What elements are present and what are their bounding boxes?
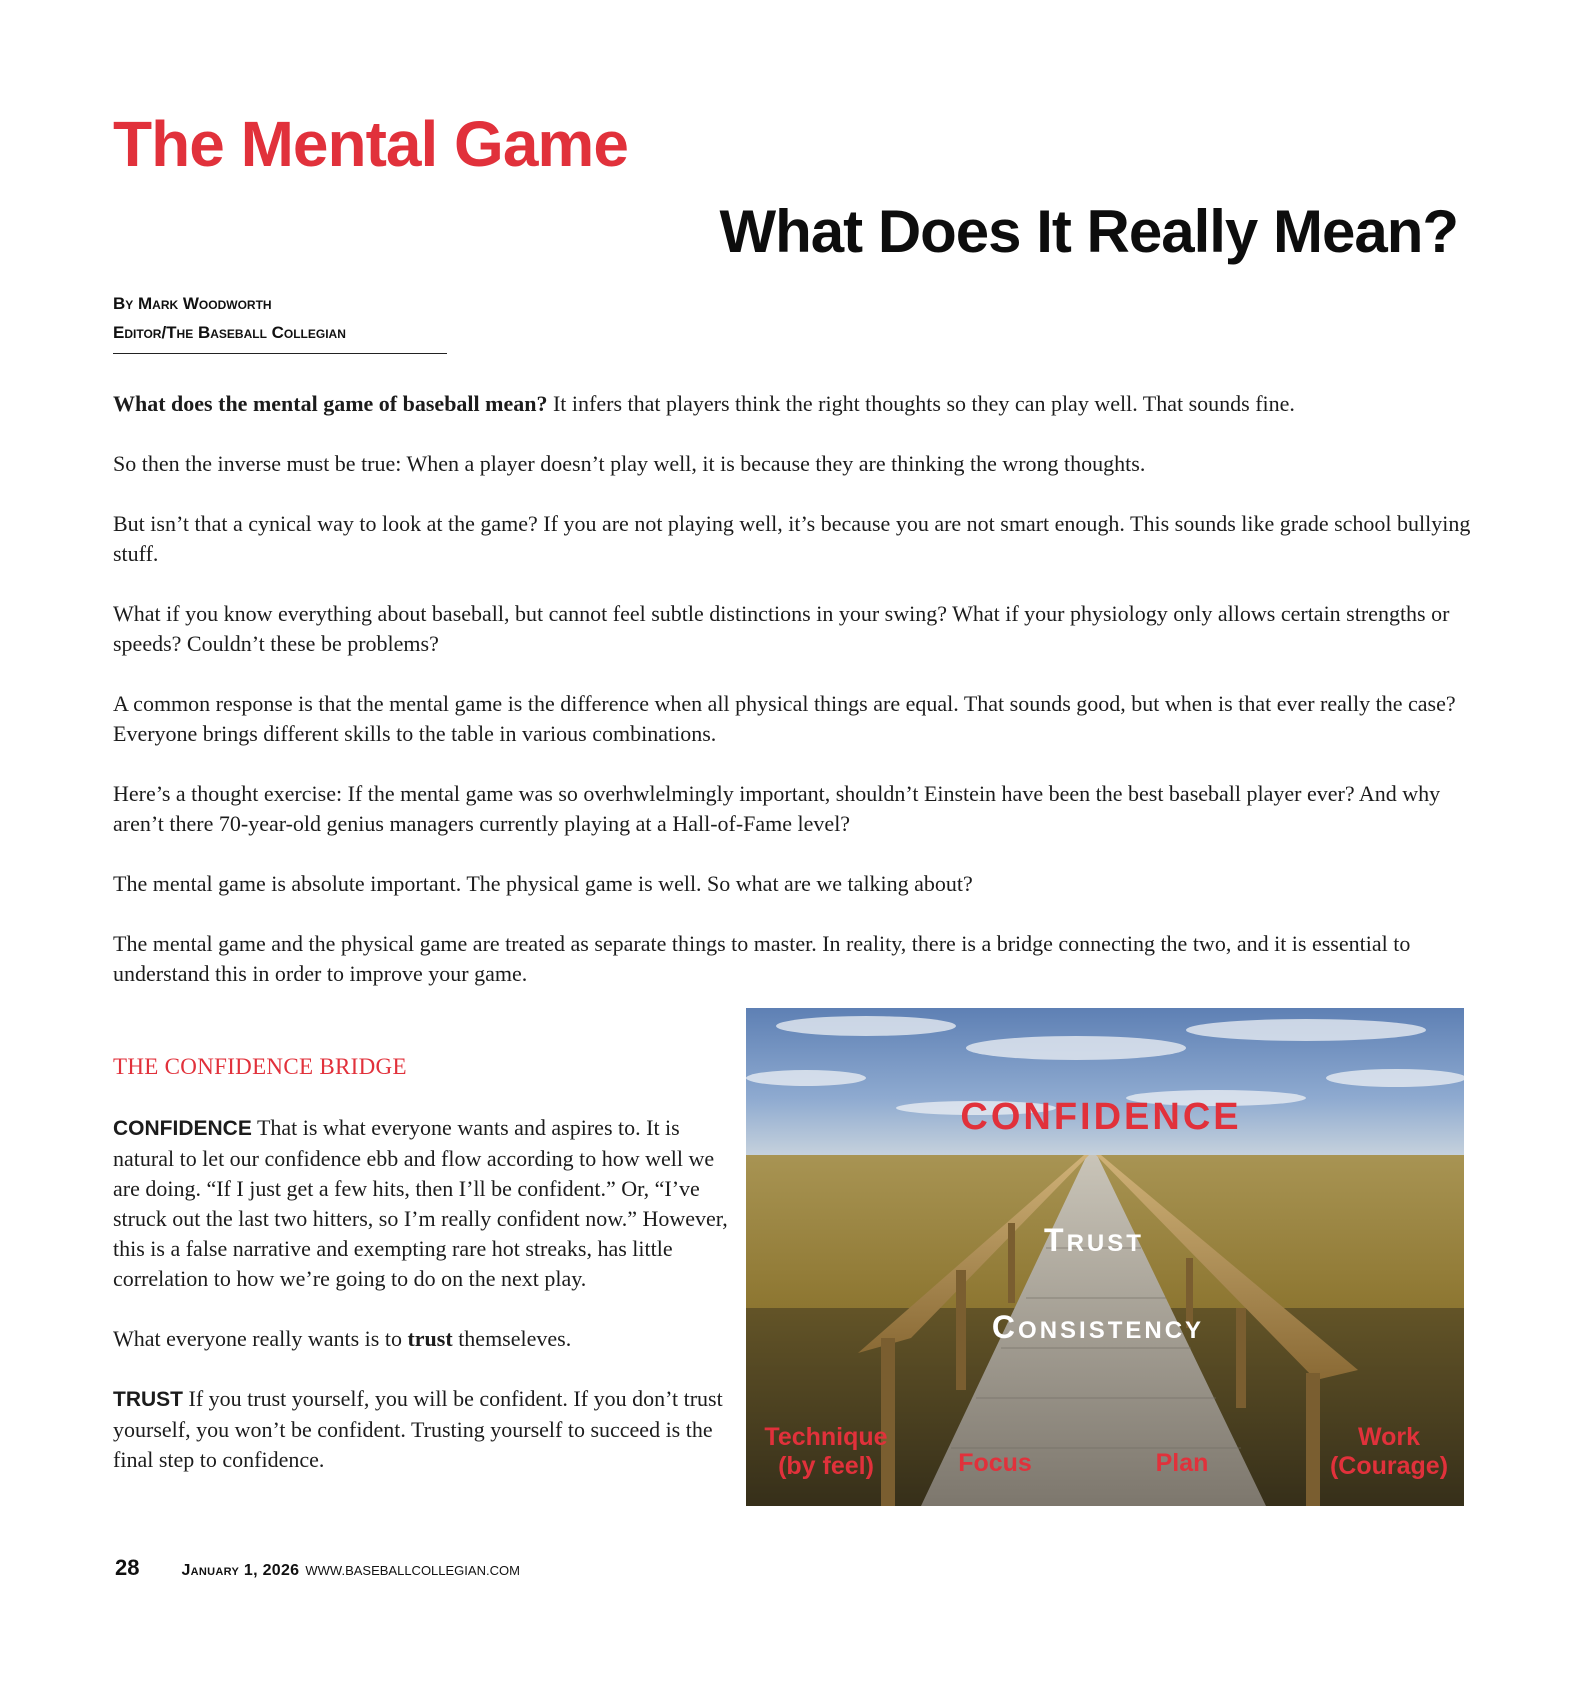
- bridge-illustration: [746, 1008, 1464, 1506]
- label-consistency-rest: ONSISTENCY: [1018, 1317, 1205, 1344]
- article-subtitle: What Does It Really Mean?: [719, 198, 1458, 265]
- body-paragraph: The mental game is absolute important. The physical game is well. So what are we talking about?: [113, 871, 973, 896]
- byline-role: Editor/The Baseball Collegian: [113, 323, 346, 342]
- article-title: The Mental Game: [113, 108, 628, 180]
- section-body: [113, 1113, 738, 1505]
- body-paragraph: What if you know everything about baseball, but cannot feel subtle distinctions in your swing? What if your physiology only allows certain strengths or speeds? Couldn’t these be problems?: [113, 601, 1450, 656]
- label-trust-rest: RUST: [1066, 1230, 1144, 1257]
- wants-emphasis: trust: [407, 1326, 453, 1351]
- lead-question: What does the mental game of baseball mean?: [113, 391, 548, 416]
- wants-text-post: themseleves.: [452, 1326, 572, 1351]
- page-number: 28: [115, 1555, 140, 1580]
- body-paragraph: The mental game and the physical game are treated as separate things to master. In reality, there is a bridge connecting the two, and it is essential to understand this in order to improve your game.: [113, 931, 1411, 986]
- body-paragraph: So then the inverse must be true: When a player doesn’t play well, it is because they are thinking the wrong thoughts.: [113, 451, 1146, 476]
- confidence-keyword: CONFIDENCE: [113, 1117, 252, 1140]
- pillar-focus: Focus: [958, 1449, 1032, 1477]
- trust-keyword: TRUST: [113, 1388, 183, 1411]
- lead-text: It infers that players think the right thoughts so they can play well. That sounds fine.: [547, 391, 1295, 416]
- article-body: [113, 389, 1473, 1019]
- body-paragraph: Here’s a thought exercise: If the mental game was so overhwlelmingly important, shouldn’t Einstein have been the best baseball player ever? And why aren’t there 70-year-old genius managers currently playing at a Hall-of-Fame level?: [113, 781, 1441, 836]
- label-trust-initial: T: [1044, 1222, 1067, 1258]
- pillar-technique-line1: Technique: [764, 1423, 888, 1451]
- page-footer: [115, 1555, 520, 1581]
- wants-text-pre: What everyone really wants is to: [113, 1326, 408, 1351]
- body-paragraph: But isn’t that a cynical way to look at the game? If you are not playing well, it’s because you are not smart enough. This sounds like grade school bullying stuff.: [113, 511, 1471, 566]
- body-paragraph: A common response is that the mental game is the difference when all physical things are equal. That sounds good, but when is that ever really the case? Everyone brings different skills to the table in various combinations.: [113, 691, 1456, 746]
- confidence-paragraph: [113, 1113, 738, 1294]
- pillar-technique-line2: (by feel): [778, 1452, 874, 1480]
- byline: [113, 289, 447, 354]
- confidence-text: That is what everyone wants and aspires to. It is natural to let our confidence ebb and flow according to how well we are doing. “If I just get a few hits, then I’ll be confident.” Or, “I’ve struck out the last two hitters, so I’m really confident now.” However, this is a false narrative and exempting rare hot streaks, has little correlation to how we’re going to do on the next play.: [113, 1115, 728, 1291]
- wants-paragraph: [113, 1324, 738, 1354]
- byline-author: By Mark Woodworth: [113, 294, 272, 313]
- pillar-work-line2: (Courage): [1329, 1452, 1449, 1480]
- trust-text: If you trust yourself, you will be confident. If you don’t trust yourself, you won’t be confident. Trusting yourself to succeed is the final step to confidence.: [113, 1386, 723, 1472]
- lead-paragraph: [113, 389, 1473, 419]
- site-url: WWW.BASEBALLCOLLEGIAN.COM: [305, 1563, 520, 1578]
- confidence-bridge-figure: [746, 1008, 1464, 1506]
- issue-date: January 1, 2026: [181, 1562, 300, 1579]
- pillar-work-line1: Work: [1357, 1423, 1421, 1451]
- trust-paragraph: [113, 1384, 738, 1475]
- label-confidence: CONFIDENCE: [960, 1096, 1242, 1138]
- label-consistency-initial: C: [991, 1309, 1019, 1345]
- pillar-plan: Plan: [1155, 1449, 1209, 1477]
- section-heading: THE CONFIDENCE BRIDGE: [113, 1054, 407, 1079]
